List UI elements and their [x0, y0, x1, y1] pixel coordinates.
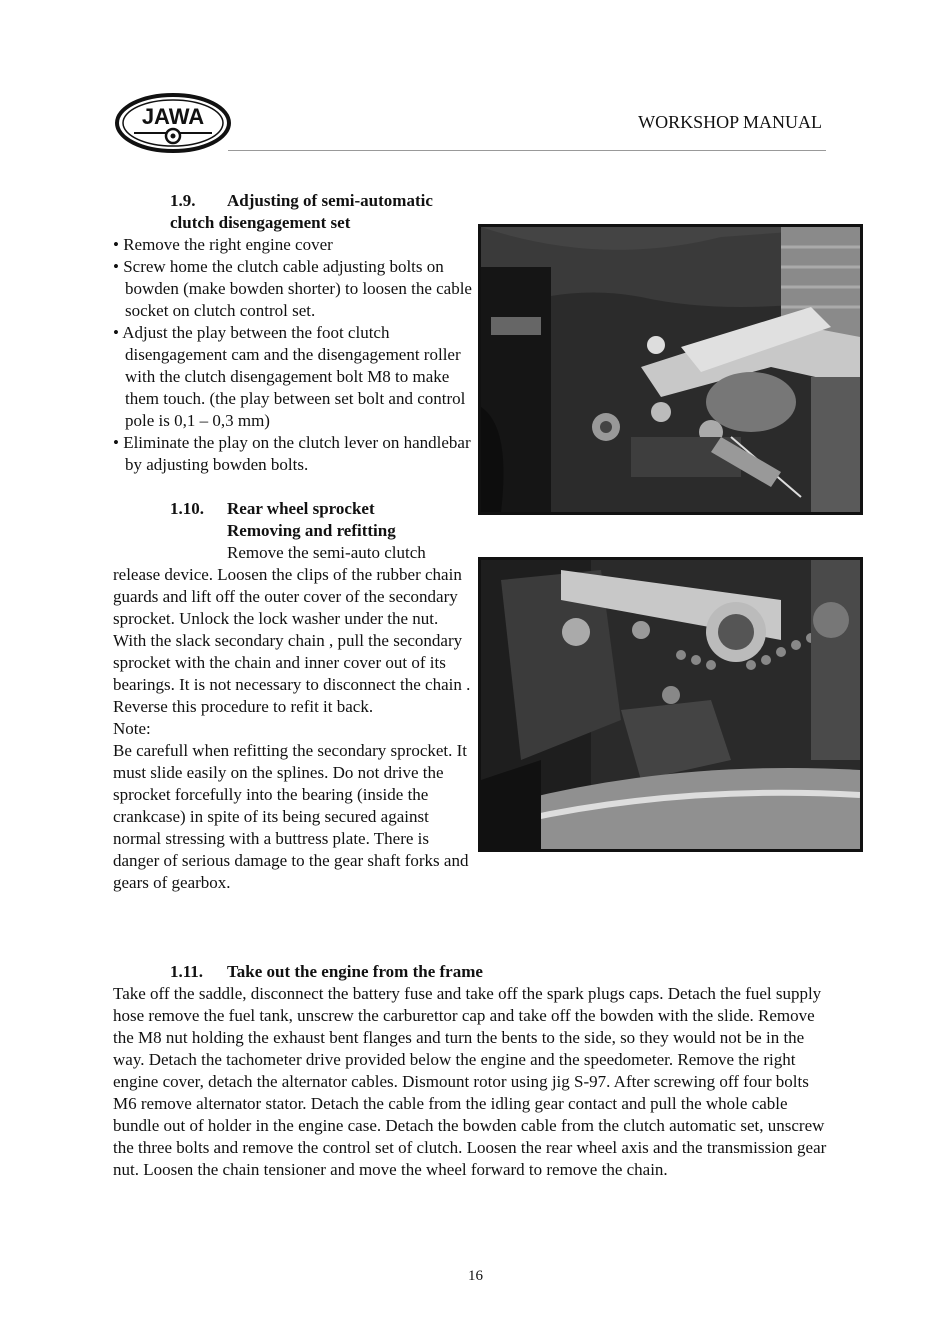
- section-1-11-body: Take off the saddle, disconnect the battery fuse and take off the spark plugs caps. Detach the fuel supply hose remove the fuel tank, unscrew the carburettor cap and take off the bowden with the slide. Remove the M8 nut holding the exhaust bent flanges and turn the bents to the side, so they would not be in the way. Detach the tachometer drive provided below the engine and the speedometer. Remove the right engine cover, detach the alternator cables. Dismount rotor using jig S-97. After screwing off four bolts M6 remove alternator stator. Detach the cable from the idling gear contact and pull the whole cable bundle out of holder in the engine case. Detach the bowden cable from the clutch automatic set, unscrew the three bolts and remove the control set of clutch. Loosen the rear wheel axis and the transmission gear nut. Loosen the chain tensioner and move the wheel forward to remove the chain.: [113, 984, 827, 1179]
- list-item: • Eliminate the play on the clutch lever on handlebar by adjusting bowden bolts.: [113, 433, 471, 474]
- list-item: • Screw home the clutch cable adjusting bolts on bowden (make bowden shorter) to loosen the cable socket on clutch control set.: [113, 257, 472, 320]
- section-title: Take out the engine from the frame: [227, 962, 483, 981]
- page-number: 16: [468, 1268, 483, 1284]
- section-1-9-heading: [170, 190, 470, 234]
- section-number: 1.10.: [170, 499, 204, 518]
- section-title-line2: Removing and refitting: [227, 521, 396, 540]
- header-rule: [228, 150, 826, 151]
- list-item: • Remove the right engine cover: [113, 235, 333, 254]
- section-title-line2: clutch disengagement set: [170, 213, 351, 232]
- jawa-logo: [114, 92, 232, 154]
- section-1-9-bullets: [113, 234, 475, 476]
- svg-text:JAWA: JAWA: [141, 104, 205, 129]
- section-number: 1.9.: [170, 191, 196, 210]
- section-1-10-heading: [170, 498, 470, 542]
- paragraph: release device. Loosen the clips of the rubber chain guards and lift off the outer cover of the secondary sprocket. Unlock the lock washer under the nut. With the slack secondary chain , pull the secondary sprocket with the chain and inner cover out of its bearings. It is not necessary to disconnect the chain . Reverse this procedure to refit it back.: [113, 565, 471, 716]
- section-1-10-intro: Remove the semi-auto clutch: [227, 543, 426, 562]
- section-title: Adjusting of semi-automatic: [227, 191, 433, 210]
- header-title: WORKSHOP MANUAL: [638, 112, 822, 132]
- sprocket-photo: [478, 557, 863, 852]
- note-text: Be carefull when refitting the secondary sprocket. It must slide easily on the splines. Do not drive the sprocket forcefully into the bearing (inside the crankcase) in spite of its being secured against normal stressing with a buttress plate. There is danger of serious damage to the gear shaft forks and gears of gearbox.: [113, 741, 469, 892]
- clutch-set-photo: [478, 224, 863, 515]
- section-1-11-heading: [170, 961, 670, 983]
- note-label: Note:: [113, 719, 151, 738]
- section-title: Rear wheel sprocket: [227, 499, 375, 518]
- list-item: • Adjust the play between the foot clutch disengagement cam and the disengagement roller with the clutch disengagement bolt M8 to make them touch. (the play between set bolt and control pole is 0,1 – 0,3 mm): [113, 323, 466, 430]
- section-1-10-body: [113, 564, 475, 894]
- section-number: 1.11.: [170, 962, 204, 981]
